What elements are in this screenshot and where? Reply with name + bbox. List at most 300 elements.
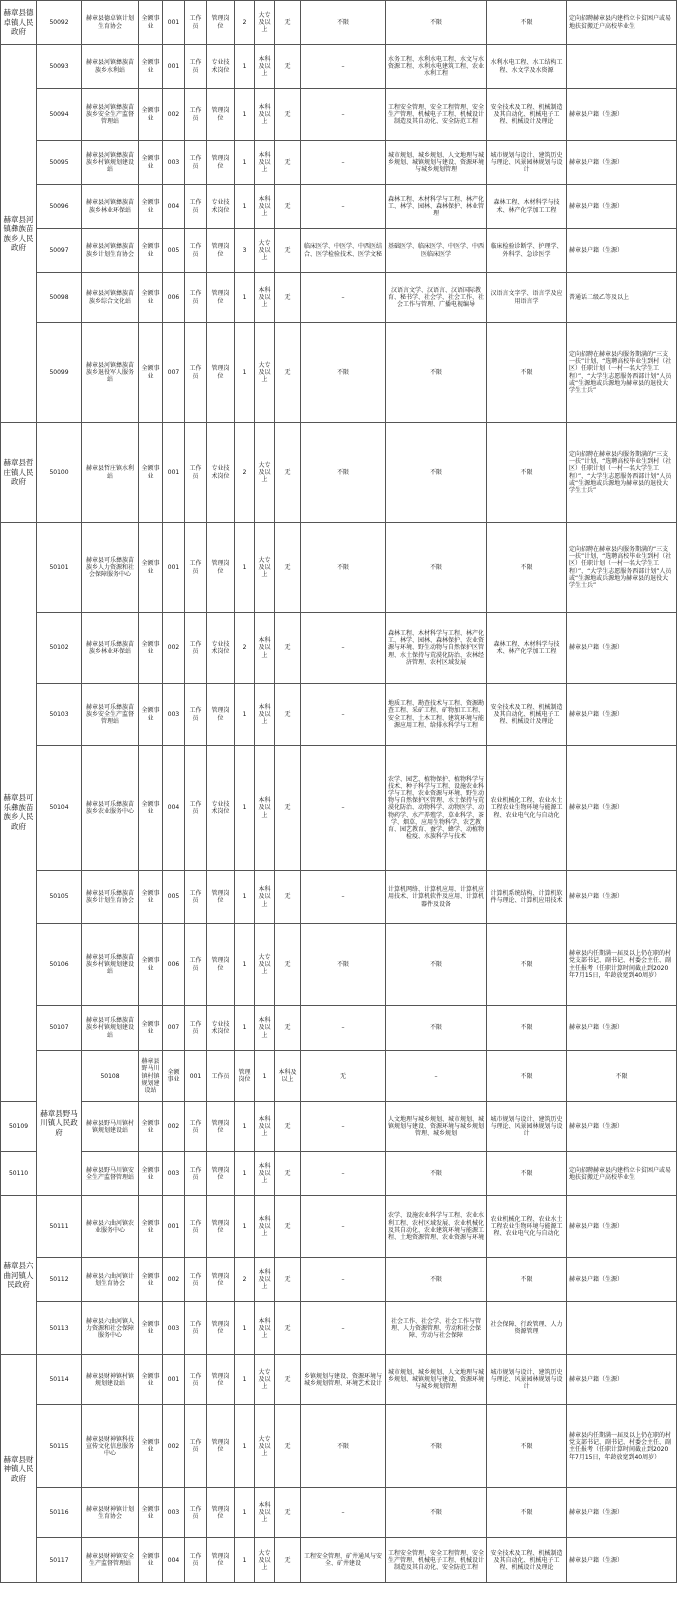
table-row [1,924,677,1006]
degree-cell: 无 [275,1152,301,1196]
degree-cell: 无 [275,613,301,684]
headcount-cell: 3 [235,229,255,273]
major-college-cell: – [301,1006,386,1051]
position-code-cell: 50115 [37,1405,82,1488]
major-master-cell: 安全技术及工程、机械制造及其自动化、机械电子工程、机械设计及理论 [487,1538,567,1583]
unit-nature-cell: 全额事业 [139,1102,163,1152]
major-bachelor-cell: 农学、设施农业科学与工程、农业水利工程、农村区域发展、农业机械化及其自动化、农业建筑环境与能源工程、土地资源管理、农业资源与环境 [386,1196,487,1258]
position-number-cell: 002 [163,1405,185,1488]
table-row [1,1196,677,1258]
major-bachelor-cell: 地质工程、勘查技术与工程、资源勘查工程、采矿工程、矿物加工工程、安全工程、土木工程、建筑环境与能源应用工程、给排水科学与工程 [386,684,487,746]
department-cell: 赫章县六曲河镇人民政府 [1,1196,37,1355]
position-name-cell: 工作员 [185,1405,207,1488]
headcount-cell: 2 [235,1,255,45]
position-type-cell: 专业技术岗位 [207,613,235,684]
position-name-cell: 工作员 [185,1,207,45]
major-college-cell: 不限 [301,523,386,613]
education-cell: 本科及以上 [255,185,275,229]
position-type-cell: 专业技术岗位 [207,423,235,523]
unit-name-cell: 赫章县可乐彝族苗族乡计划生育协会 [82,871,139,924]
major-college-cell: – [301,1488,386,1538]
major-master-cell: 农业机械化工程、农业水土工程农业生物环境与能源工程、农业电气化与自动化 [487,1196,567,1258]
position-number-cell: 006 [163,924,185,1006]
position-number-cell: 001 [163,423,185,523]
other-conditions-cell [567,45,677,89]
unit-nature-cell: 全额事业 [139,1355,163,1405]
education-cell: 本科及以上 [275,1051,301,1102]
position-type-cell: 管理岗位 [207,1152,235,1196]
education-cell: 本科及以上 [255,1152,275,1196]
position-code-cell: 50102 [37,613,82,684]
table-row [1,1,677,45]
major-master-cell: 森林工程、木材科学与技术、林产化学加工工程 [487,185,567,229]
position-name-cell: 工作员 [185,89,207,141]
position-name-cell: 工作员 [185,423,207,523]
position-name-cell: 工作员 [185,684,207,746]
position-number-cell: 006 [163,273,185,323]
major-college-cell: 乡镇规划与建设、资源环境与城乡规划管理、环境艺术设计 [301,1355,386,1405]
position-code-cell: 50104 [37,746,82,871]
other-conditions-cell: 赫章县户籍（生源） [567,684,677,746]
position-code-cell: 50105 [37,871,82,924]
major-college-cell: 不限 [301,323,386,423]
position-number-cell: 005 [163,229,185,273]
position-name-cell: 工作员 [185,924,207,1006]
position-name-cell: 工作员 [185,273,207,323]
headcount-cell: 1 [235,684,255,746]
degree-cell: 无 [275,1538,301,1583]
major-college-cell: 工程安全管理、矿井通风与安全、矿井建设 [301,1538,386,1583]
position-number-cell: 003 [163,1302,185,1355]
other-conditions-cell: 赫章县户籍（生源） [567,229,677,273]
education-cell: 大专及以上 [255,924,275,1006]
table-row [1,273,677,323]
unit-name-cell: 赫章县野马川镇村镇规划建设站 [82,1102,139,1152]
position-name-cell: 工作员 [207,1051,235,1102]
unit-nature-cell: 全额事业 [139,1152,163,1196]
major-bachelor-cell: 农学、园艺、植物保护、植物科学与技术、种子科学与工程、设施农业科学与工程、农业资源与环境、野生动物与自然保护区管理、水土保持与荒漠化防治、动物科学、动物医学、动物药学、水产养殖学、草业科学、茶学、烟草、应用生物科学、农艺教育、园艺教育、蚕学、蜂学、动植物检疫、水族科学与技术 [386,746,487,871]
unit-name-cell: 赫章县六曲河镇计划生育协会 [82,1258,139,1302]
major-bachelor-cell: 不限 [386,323,487,423]
position-type-cell: 管理岗位 [207,1302,235,1355]
major-bachelor-cell: 不限 [386,523,487,613]
position-number-cell: 001 [163,1196,185,1258]
position-type-cell: 管理岗位 [207,141,235,185]
degree-cell: 无 [275,871,301,924]
major-bachelor-cell: 水务工程、水利水电工程、水文与水资源工程、水利水电建筑工程、农业水利工程 [386,45,487,89]
major-bachelor-cell: 不限 [487,1051,567,1102]
major-bachelor-cell: 汉语言文学、汉语言、汉语国际教育、秘书学、社会学、社会工作、社会工作与管理、广播电视编导 [386,273,487,323]
education-cell: 本科及以上 [255,89,275,141]
position-code-cell: 50108 [82,1051,139,1102]
table-row [1,1258,677,1302]
position-type-cell: 管理岗位 [207,1,235,45]
position-number-cell: 002 [163,1102,185,1152]
degree-cell: 无 [275,1302,301,1355]
education-cell: 本科及以上 [255,1302,275,1355]
headcount-cell: 1 [235,141,255,185]
major-bachelor-cell: 森林工程、木材科学与工程、林产化工、林学、园林、森林保护、农业资源与环境、野生动物与自然保护区管理、水土保持与荒漠化防治、农林经济管理、农村区域发展 [386,613,487,684]
education-cell: 本科及以上 [255,746,275,871]
unit-name-cell: 赫章县河镇彝族苗族乡退役军人服务站 [82,323,139,423]
position-name-cell: 工作员 [185,746,207,871]
other-conditions-cell: 赫章县户籍（生源） [567,185,677,229]
table-row [1,1051,677,1102]
position-number-cell: 002 [163,89,185,141]
unit-nature-cell: 全额事业 [139,1196,163,1258]
headcount-cell: 1 [235,1488,255,1538]
major-bachelor-cell: 城市规划、城乡规划、人文地理与城乡规划、城镇规划与建设、资源环境与城乡规划管理 [386,141,487,185]
unit-nature-cell: 全额事业 [139,746,163,871]
position-code-cell: 50106 [37,924,82,1006]
table-row [1,1152,677,1196]
table-row [1,1302,677,1355]
position-type-cell: 管理岗位 [207,273,235,323]
position-code-cell: 50094 [37,89,82,141]
position-name-cell: 工作员 [185,1302,207,1355]
other-conditions-cell: 赫章县户籍（生源） [567,871,677,924]
table-row [1,185,677,229]
major-college-cell: – [301,141,386,185]
position-type-cell: 管理岗位 [207,1405,235,1488]
table-row [1,423,677,523]
unit-name-cell: 赫章县六曲河镇人力资源和社会保障服务中心 [82,1302,139,1355]
other-conditions-cell: 赫章县户籍（生源） [567,1488,677,1538]
major-bachelor-cell: 不限 [386,1,487,45]
major-master-cell: 水利水电工程、水工结构工程、水文学及水资源 [487,45,567,89]
position-type-cell: 管理岗位 [207,684,235,746]
degree-cell: 无 [275,45,301,89]
degree-cell: 无 [275,1102,301,1152]
headcount-cell: 2 [235,423,255,523]
table-row [1,141,677,185]
major-master-cell: 汉语言文字学、语言学及应用语言学 [487,273,567,323]
other-conditions-cell: 赫章县户籍（生源） [567,1355,677,1405]
department-cell: 赫章县哲庄镇人民政府 [1,423,37,523]
other-conditions-cell: 定向招聘赫章县内建档立卡贫困户或易地扶贫搬迁户高校毕业生 [567,1,677,45]
unit-nature-cell: 全额事业 [139,1302,163,1355]
other-conditions-cell: 赫章县户籍（生源） [567,746,677,871]
position-type-cell: 管理岗位 [207,523,235,613]
headcount-cell: 1 [235,924,255,1006]
unit-name-cell: 赫章县可乐彝族苗族乡安全生产监督管理站 [82,684,139,746]
position-code-cell: 50109 [1,1102,37,1152]
major-bachelor-cell: 不限 [386,1152,487,1196]
other-conditions-cell: 赫章县户籍（生源） [567,1538,677,1583]
major-bachelor-cell: 工程安全管理、安全工程管理、安全生产管理、机械电子工程、机械设计制造及其自动化、安全防范工程 [386,89,487,141]
unit-name-cell: 赫章县河镇彝族苗族乡水利站 [82,45,139,89]
table-row [1,229,677,273]
position-name-cell: 工作员 [185,1006,207,1051]
major-bachelor-cell: 森林工程、木材科学与工程、林产化工、林学、园林、森林保护、林业管理 [386,185,487,229]
position-number-cell: 002 [163,613,185,684]
position-number-cell: 001 [163,1355,185,1405]
major-college-cell: – [386,1051,487,1102]
education-cell: 大专及以上 [255,523,275,613]
major-bachelor-cell: 不限 [386,1258,487,1302]
education-cell: 大专及以上 [255,1355,275,1405]
degree-cell: 无 [275,523,301,613]
major-master-cell: 计算机系统结构、计算机软件与理论、计算机应用技术 [487,871,567,924]
headcount-cell: 1 [255,1051,275,1102]
education-cell: 本科及以上 [255,871,275,924]
unit-nature-cell: 全额事业 [139,89,163,141]
major-master-cell: 不限 [567,1051,677,1102]
unit-name-cell: 赫章县野马川镇安全生产监督管理站 [82,1152,139,1196]
position-number-cell: 007 [163,1006,185,1051]
major-bachelor-cell: 不限 [386,423,487,523]
education-cell: 本科及以上 [255,141,275,185]
position-type-cell: 管理岗位 [207,1355,235,1405]
other-conditions-cell: 定向招聘赫章县内建档立卡贫困户或易地扶贫搬迁户高校毕业生 [567,1152,677,1196]
other-conditions-cell: 普通话二级乙等及以上 [567,273,677,323]
major-bachelor-cell: 城市规划、城乡规划、人文地理与城乡规划、城镇规划与建设、资源环境与城乡规划管理 [386,1355,487,1405]
major-college-cell: 不限 [301,1405,386,1488]
education-cell: 本科及以上 [255,1102,275,1152]
education-cell: 本科及以上 [255,1196,275,1258]
major-master-cell: 安全技术及工程、机械制造及其自动化、机械电子工程、机械设计及理论 [487,684,567,746]
table-row [1,1538,677,1583]
unit-name-cell: 赫章县可乐彝族苗族乡村镇规划建设站 [82,1006,139,1051]
position-name-cell: 工作员 [185,1102,207,1152]
education-cell: 大专及以上 [255,229,275,273]
position-code-cell: 50099 [37,323,82,423]
major-college-cell: 临床医学、中医学、中西医结合、医学检验技术、医学文秘 [301,229,386,273]
education-cell: 本科及以上 [255,1258,275,1302]
position-type-cell: 管理岗位 [207,1488,235,1538]
unit-nature-cell: 全额事业 [139,924,163,1006]
unit-nature-cell: 全额事业 [139,1,163,45]
major-bachelor-cell: 社会工作、社会学、社会工作与管理、人力资源管理、劳动和社会保障、劳动与社会保障 [386,1302,487,1355]
headcount-cell: 1 [235,1355,255,1405]
position-name-cell: 工作员 [185,1196,207,1258]
other-conditions-cell: 赫章县户籍（生源） [567,89,677,141]
other-conditions-cell: 赫章县户籍（生源） [567,1258,677,1302]
degree-cell: 无 [275,1488,301,1538]
unit-nature-cell: 全额事业 [139,273,163,323]
unit-name-cell: 赫章县野马川镇村镇规划建设站 [139,1051,163,1102]
position-code-cell: 50107 [37,1006,82,1051]
major-master-cell: 不限 [487,1,567,45]
major-master-cell: 农业机械化工程、农业水土工程农业生物环境与能源工程、农业电气化与自动化 [487,746,567,871]
headcount-cell: 1 [235,1102,255,1152]
unit-nature-cell: 全额事业 [139,684,163,746]
headcount-cell: 1 [235,871,255,924]
major-college-cell: – [301,871,386,924]
unit-name-cell: 赫章县可乐彝族苗族乡村镇规划建设站 [82,924,139,1006]
major-college-cell: 不限 [301,924,386,1006]
major-college-cell: – [301,273,386,323]
major-master-cell: 社会保障、行政管理、人力资源管理 [487,1302,567,1355]
headcount-cell: 1 [235,273,255,323]
position-code-cell: 50100 [37,423,82,523]
department-cell: 赫章县德卓镇人民政府 [1,1,37,45]
headcount-cell: 1 [235,1302,255,1355]
position-type-cell: 专业技术岗位 [207,185,235,229]
major-college-cell: – [301,746,386,871]
position-type-cell: 管理岗位 [207,229,235,273]
unit-nature-cell: 全额事业 [139,323,163,423]
major-master-cell: 不限 [487,423,567,523]
unit-nature-cell: 全额事业 [139,1258,163,1302]
position-number-cell: 005 [163,871,185,924]
position-name-cell: 工作员 [185,45,207,89]
position-number-cell: 001 [163,1,185,45]
position-code-cell: 50113 [37,1302,82,1355]
position-code-cell: 50116 [37,1488,82,1538]
headcount-cell: 1 [235,1405,255,1488]
position-type-cell: 管理岗位 [207,924,235,1006]
major-master-cell: 安全技术及工程、机械制造及其自动化、机械电子工程、机械设计及理论 [487,89,567,141]
major-college-cell: – [301,45,386,89]
unit-name-cell: 赫章县财神镇安全生产监督管理站 [82,1538,139,1583]
major-master-cell: 不限 [487,1006,567,1051]
position-number-cell: 003 [163,1152,185,1196]
unit-name-cell: 赫章县河镇彝族苗族乡综合文化站 [82,273,139,323]
major-bachelor-cell: 基础医学、临床医学、中医学、中西医临床医学 [386,229,487,273]
degree-cell: 无 [275,1258,301,1302]
position-type-cell: 管理岗位 [207,871,235,924]
major-master-cell: 城市规划与设计、建筑历史与理论、风景园林规划与设计 [487,1355,567,1405]
degree-cell: 无 [275,746,301,871]
degree-cell: 无 [275,1355,301,1405]
other-conditions-cell: 赫章县内任期满一届及以上仍在职的村党支部书记、副书记、村委会主任、副主任报考（任职计算时间截止到2020年7月15日，年龄放宽到40周岁） [567,1405,677,1488]
position-name-cell: 工作员 [185,613,207,684]
education-cell: 大专及以上 [255,1405,275,1488]
headcount-cell: 2 [235,1258,255,1302]
table-row [1,1405,677,1488]
other-conditions-cell [567,1302,677,1355]
major-college-cell: – [301,1102,386,1152]
education-cell: 本科及以上 [255,613,275,684]
position-type-cell: 专业技术岗位 [207,45,235,89]
major-college-cell: – [301,613,386,684]
degree-cell: 无 [275,89,301,141]
headcount-cell: 1 [235,523,255,613]
degree-cell: 无 [275,423,301,523]
major-college-cell: 不限 [301,1,386,45]
position-code-cell: 50103 [37,684,82,746]
major-master-cell: 不限 [487,1258,567,1302]
position-name-cell: 工作员 [185,1538,207,1583]
major-bachelor-cell: 不限 [386,1006,487,1051]
position-number-cell: 003 [163,1488,185,1538]
table-row [1,613,677,684]
unit-nature-cell: 全额事业 [139,1538,163,1583]
major-college-cell: – [301,89,386,141]
education-cell: 本科及以上 [255,1006,275,1051]
department-cell: 赫章县野马川镇人民政府 [37,1051,82,1196]
major-master-cell: 不限 [487,924,567,1006]
position-number-cell: 004 [163,746,185,871]
unit-nature-cell: 全额事业 [139,523,163,613]
major-college-cell: – [301,1152,386,1196]
table-row [1,871,677,924]
position-number-cell: 001 [185,1051,207,1102]
degree-cell: 无 [301,1051,386,1102]
table-row [1,1102,677,1152]
position-type-cell: 管理岗位 [235,1051,255,1102]
position-type-cell: 管理岗位 [207,1196,235,1258]
position-code-cell: 50111 [37,1196,82,1258]
education-cell: 本科及以上 [255,684,275,746]
position-name-cell: 工作员 [185,185,207,229]
headcount-cell: 1 [235,746,255,871]
headcount-cell: 1 [235,323,255,423]
major-college-cell: – [301,1258,386,1302]
unit-name-cell: 赫章县六曲河镇农业服务中心 [82,1196,139,1258]
position-type-cell: 管理岗位 [207,1258,235,1302]
position-name-cell: 工作员 [185,1355,207,1405]
unit-name-cell: 赫章县财神镇科技宣传文化信息服务中心 [82,1405,139,1488]
unit-nature-cell: 全额事业 [139,1488,163,1538]
position-number-cell: 003 [163,141,185,185]
degree-cell: 无 [275,684,301,746]
degree-cell: 无 [275,185,301,229]
education-cell: 本科及以上 [255,45,275,89]
position-code-cell: 50112 [37,1258,82,1302]
other-conditions-cell: 赫章县户籍（生源） [567,1006,677,1051]
position-code-cell: 50110 [1,1152,37,1196]
unit-name-cell: 赫章县哲庄镇水利站 [82,423,139,523]
degree-cell: 无 [275,229,301,273]
table-row [1,323,677,423]
headcount-cell: 1 [235,1538,255,1583]
position-name-cell: 工作员 [185,1258,207,1302]
headcount-cell: 1 [235,89,255,141]
major-master-cell: 不限 [487,1405,567,1488]
position-number-cell: 004 [163,1538,185,1583]
headcount-cell: 2 [235,613,255,684]
position-number-cell: 004 [163,185,185,229]
major-college-cell: 不限 [301,423,386,523]
position-name-cell: 工作员 [185,871,207,924]
unit-name-cell: 赫章县德卓镇计划生育协会 [82,1,139,45]
major-master-cell: 不限 [487,1488,567,1538]
position-name-cell: 工作员 [185,141,207,185]
position-name-cell: 工作员 [185,1488,207,1538]
unit-nature-cell: 全额事业 [139,229,163,273]
major-master-cell: 不限 [487,523,567,613]
degree-cell: 无 [275,1405,301,1488]
major-master-cell: 临床检验诊断学、护理学、外科学、急诊医学 [487,229,567,273]
position-type-cell: 管理岗位 [207,89,235,141]
position-type-cell: 管理岗位 [207,323,235,423]
position-number-cell: 007 [163,323,185,423]
unit-nature-cell: 全额事业 [139,1006,163,1051]
position-type-cell: 管理岗位 [207,1102,235,1152]
other-conditions-cell: 赫章县户籍（生源） [567,1196,677,1258]
position-code-cell: 50117 [37,1538,82,1583]
position-name-cell: 工作员 [185,229,207,273]
other-conditions-cell: 定向招聘在赫章县内服务期满的“三支一扶”计划、“选聘高校毕业生到村（社区）任职计划（一村一名大学生工程）”、“大学生志愿服务西部计划”人员或“生源地或兵源地为赫章县的退役大学生士兵” [567,323,677,423]
major-college-cell: – [301,1302,386,1355]
position-type-cell: 专业技术岗位 [207,746,235,871]
position-code-cell: 50114 [37,1355,82,1405]
table-row [1,523,677,613]
position-code-cell: 50092 [37,1,82,45]
position-type-cell: 管理岗位 [207,1538,235,1583]
unit-name-cell: 赫章县可乐彝族苗族乡农业服务中心 [82,746,139,871]
major-master-cell: 城市规划与设计、建筑历史与理论、风景园林规划与设计 [487,1102,567,1152]
position-name-cell: 工作员 [185,323,207,423]
degree-cell: 无 [275,924,301,1006]
major-college-cell: – [301,1196,386,1258]
education-cell: 大专及以上 [255,1,275,45]
unit-nature-cell: 全额事业 [139,1405,163,1488]
position-number-cell: 003 [163,684,185,746]
unit-name-cell: 赫章县河镇彝族苗族乡村镇规划建设站 [82,141,139,185]
